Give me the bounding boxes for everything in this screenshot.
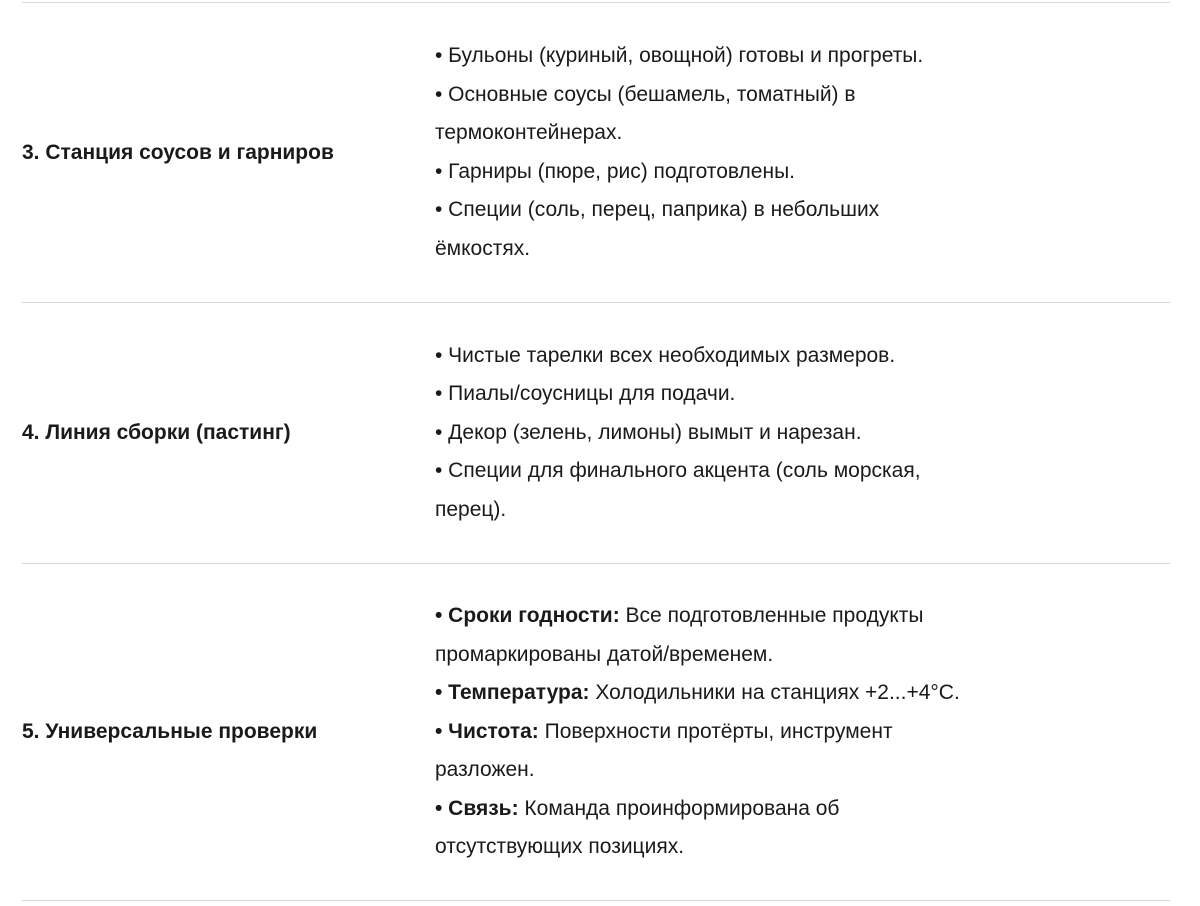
item-text: • Специи для финального акцента (соль морская, перец). — [435, 459, 921, 521]
item-text: Все подготовленные продукты промаркированы датой/временем. — [435, 604, 924, 666]
item-label: • Сроки годности: — [435, 604, 620, 628]
item-text: • Чистые тарелки всех необходимых размеров. — [435, 343, 896, 367]
item-text: • Гарниры (пюре, рис) подготовлены. — [435, 159, 796, 183]
table-row — [22, 302, 1170, 563]
list-item — [435, 337, 975, 376]
list-item — [435, 452, 975, 529]
list-item — [435, 153, 975, 192]
list-item — [435, 713, 975, 790]
list-item — [435, 37, 975, 76]
station-items — [435, 597, 1170, 867]
list-item — [435, 414, 975, 453]
list-item — [435, 76, 975, 153]
item-text: Холодильники на станциях +2...+4°C. — [589, 681, 960, 705]
table-row — [22, 2, 1170, 302]
list-item — [435, 597, 975, 674]
list-item — [435, 191, 975, 268]
item-label: • Чистота: — [435, 719, 539, 743]
item-text: • Специи (соль, перец, паприка) в небольших ёмкостях. — [435, 198, 880, 260]
item-text: • Основные соусы (бешамель, томатный) в термоконтейнерах. — [435, 82, 856, 144]
item-text: Поверхности протёрты, инструмент разложен. — [435, 719, 893, 782]
list-item — [435, 674, 975, 713]
list-item — [435, 375, 975, 414]
list-item — [435, 790, 975, 867]
station-items — [435, 37, 1170, 268]
station-title: 4. Линия сборки (пастинг) — [22, 421, 291, 444]
item-text: • Бульоны (куриный, овощной) готовы и прогреты. — [435, 44, 924, 67]
station-title: 5. Универсальные проверки — [22, 720, 318, 743]
item-text: Команда проинформирована об отсутствующих позициях. — [435, 796, 840, 859]
table-row — [22, 563, 1170, 901]
item-text: • Декор (зелень, лимоны) вымыт и нарезан. — [435, 420, 862, 444]
item-text: • Пиалы/соусницы для подачи. — [435, 382, 736, 406]
station-items — [435, 337, 1170, 530]
item-label: • Температура: — [435, 681, 590, 705]
station-title: 3. Станция соусов и гарниров — [22, 140, 334, 164]
checklist-table — [22, 2, 1170, 901]
item-label: • Связь: — [435, 796, 519, 820]
